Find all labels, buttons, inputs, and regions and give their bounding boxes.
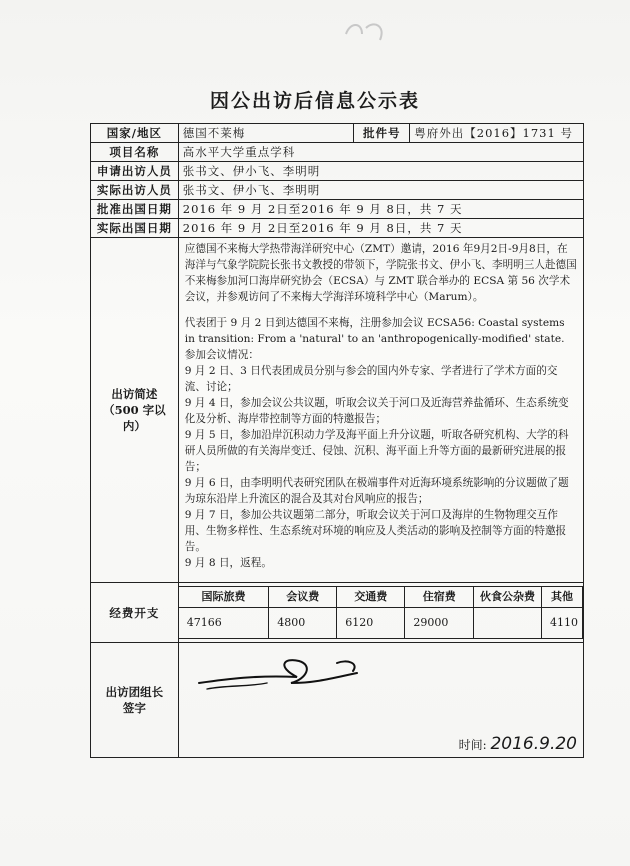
summary-paragraph: 代表团于 9 月 2 日到达德国不来梅，注册参加会议 ECSA56: Coastal systems in transition: From a 'natural' to an 'anthropogenically-modified' state. xyxy=(184,317,565,345)
summary-label-line1: 出访简述 xyxy=(111,387,158,401)
summary-paragraph: 应德国不来梅大学热带海洋研究中心（ZMT）邀请，2016 年9月2日-9月8日，在海洋与气象学院院长张书文教授的带领下，学院张书文、伊小飞、李明明三人赴德国不来梅参加河口海岸研究协会（ECSA）与 ZMT 联合举办的 ECSA 第 56 次学术会议，并参观访问了不来梅大学海洋环境科学中心（Marum）。 xyxy=(184,243,577,303)
approved-date-value: 2016 年 9 月 2日至2016 年 9 月 8日，共 7 天 xyxy=(178,200,583,219)
summary-label xyxy=(91,238,179,583)
actual-date-label: 实际出国日期 xyxy=(91,219,179,238)
fee-value: 4800 xyxy=(269,608,337,639)
summary-paragraph: 9 月 4 日，参加会议公共议题，听取会议关于河口及近海营养盐循环、生态系统变化及分析、海岸带控制等方面的特邀报告； xyxy=(184,397,569,425)
applicants-value: 张书文、伊小飞、李明明 xyxy=(178,162,583,181)
summary-paragraph: 9 月 7 日，参加公共议题第二部分，听取会议关于河口及海岸的生物物理交互作用、生物多样性、生态系统对环境的响应及人类活动的影响及控制等方面的特邀报告。 xyxy=(184,509,567,553)
row-approved-date xyxy=(91,200,584,219)
fee-header: 国际旅费 xyxy=(179,587,269,608)
country-value: 德国不莱梅 xyxy=(178,124,354,143)
fees-value-row xyxy=(179,608,583,639)
project-label: 项目名称 xyxy=(91,143,179,162)
approved-date-label: 批准出国日期 xyxy=(91,200,179,219)
summary-paragraph: 9 月 8 日，返程。 xyxy=(184,557,272,569)
actual-date-value: 2016 年 9 月 2日至2016 年 9 月 8日，共 7 天 xyxy=(178,219,583,238)
fees-table xyxy=(179,586,583,639)
summary-label-line2: （500 字以内） xyxy=(103,403,166,433)
row-summary xyxy=(91,238,584,583)
pen-scribble xyxy=(340,14,390,54)
signature-cell xyxy=(178,643,583,758)
signature-time xyxy=(459,736,577,753)
page-title: 因公出访后信息公示表 xyxy=(209,90,420,112)
signature-label-line1: 出访团组长 xyxy=(105,685,164,699)
disclosure-form xyxy=(90,123,584,758)
row-fees xyxy=(91,583,584,643)
summary-text xyxy=(178,238,583,583)
fee-value: 47166 xyxy=(179,608,269,639)
project-value: 高水平大学重点学科 xyxy=(178,143,583,162)
fees-header-row xyxy=(179,587,583,608)
summary-paragraph: 参加会议情况： xyxy=(184,349,259,361)
row-project xyxy=(91,143,584,162)
actual-members-value: 张书文、伊小飞、李明明 xyxy=(178,181,583,200)
summary-paragraph: 9 月 6 日，由李明明代表研究团队在极端事件对近海环境系统影响的分议题做了题为琼东沿岸上升流区的混合及其对台风响应的报告； xyxy=(184,477,569,505)
signature-label xyxy=(91,643,179,758)
approval-label: 批件号 xyxy=(354,124,410,143)
fee-header: 其他 xyxy=(542,587,583,608)
row-actual-members xyxy=(91,181,584,200)
approval-value: 粤府外出【2016】1731 号 xyxy=(410,124,584,143)
row-country xyxy=(91,124,584,143)
handwritten-signature xyxy=(187,649,377,699)
fee-value: 4110 xyxy=(542,608,583,639)
fee-header: 会议费 xyxy=(269,587,337,608)
fees-table-cell xyxy=(178,583,583,643)
applicants-label: 申请出访人员 xyxy=(91,162,179,181)
fee-value: 6120 xyxy=(337,608,405,639)
signature-label-line2: 签字 xyxy=(122,701,146,715)
fee-header: 交通费 xyxy=(337,587,405,608)
summary-paragraph: 9 月 2 日、3 日代表团成员分别与参会的国内外专家、学者进行了学术方面的交流、讨论； xyxy=(184,365,558,393)
row-actual-date xyxy=(91,219,584,238)
actual-members-label: 实际出访人员 xyxy=(91,181,179,200)
time-label: 时间: xyxy=(458,738,487,752)
fee-header: 伙食公杂费 xyxy=(474,587,542,608)
row-signature xyxy=(91,643,584,758)
fees-label: 经费开支 xyxy=(91,583,179,643)
fee-header: 住宿费 xyxy=(405,587,474,608)
country-label: 国家/地区 xyxy=(91,124,179,143)
fee-value xyxy=(474,608,542,639)
row-applicants xyxy=(91,162,584,181)
summary-paragraph: 9 月 5 日，参加沿岸沉积动力学及海平面上升分议题，听取各研究机构、大学的科研人员所做的有关海岸变迁、侵蚀、沉积、海平面上升等方面的最新研究进展的报告； xyxy=(184,429,569,473)
fee-value: 29000 xyxy=(405,608,474,639)
time-value: 2016.9.20 xyxy=(490,734,577,754)
